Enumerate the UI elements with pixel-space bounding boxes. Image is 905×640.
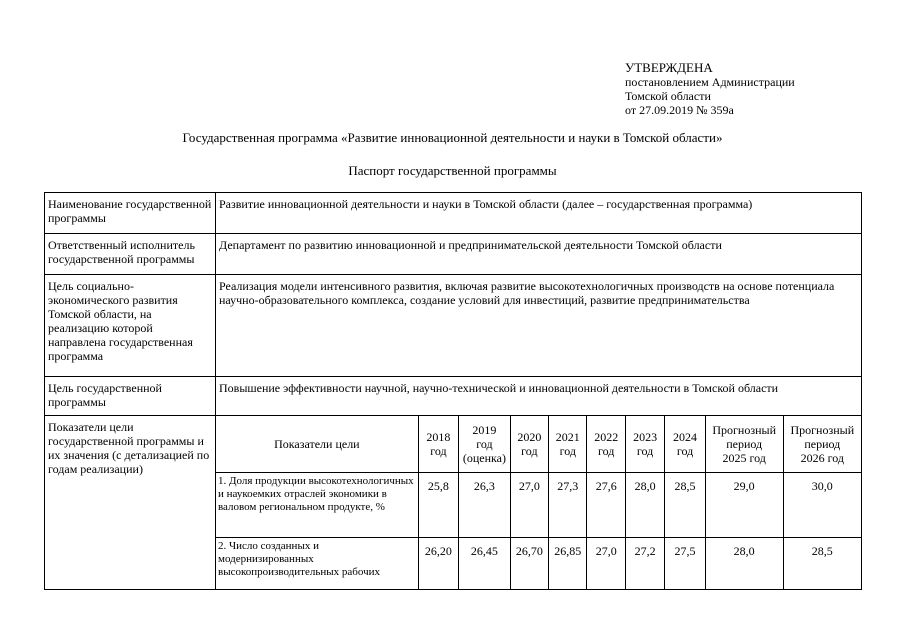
year-top: 2020 [517, 430, 542, 444]
approval-line-3: от 27.09.2019 № 359а [625, 103, 734, 117]
year-middle: период [804, 437, 841, 451]
passport-title: Паспорт государственной программы [348, 163, 557, 178]
indicator-value: 26,70 [510, 537, 548, 589]
year-header [783, 416, 861, 472]
indicator-value: 26,85 [549, 537, 587, 589]
indicators-table [216, 416, 861, 589]
year-top: 2022 [594, 430, 619, 444]
executor-value: Департамент по развитию инновационной и предпринимательской деятельности Томской области [216, 234, 862, 275]
socio-goal-value: Реализация модели интенсивного развития, включая развитие высокотехнологичных производств на основе потенциала научно-образовательного комплекса, создание условий для инвестиций, развитие предпринимательства [216, 275, 862, 377]
indicators-label: Показатели цели государственной программы и их значения (с детализацией по годам реализации) [45, 416, 216, 590]
indicator-value: 26,20 [418, 537, 458, 589]
year-top: 2019 [472, 423, 497, 437]
year-top: 2024 [673, 430, 698, 444]
program-goal-value: Повышение эффективности научной, научно-технической и инновационной деятельности в Томской области [216, 377, 862, 416]
year-header [459, 416, 511, 472]
year-header [549, 416, 587, 472]
year-header [625, 416, 664, 472]
indicator-value: 27,0 [510, 472, 548, 537]
year-header [665, 416, 705, 472]
year-header [587, 416, 625, 472]
indicator-value: 27,0 [587, 537, 625, 589]
indicators-cell [216, 416, 862, 590]
indicator-name: 1. Доля продукции высокотехнологичных и наукоемких отраслей экономики в валовом региональном продукте, % [216, 472, 418, 537]
year-bottom: год [636, 444, 654, 458]
indicator-value: 26,3 [459, 472, 511, 537]
year-bottom: 2025 год [722, 451, 766, 465]
indicator-value: 26,45 [459, 537, 511, 589]
socio-goal-label: Цель социально-экономического развития Томской области, на реализацию которой направлена государственная программа [45, 275, 216, 377]
program-goal-label: Цель государственной программы [45, 377, 216, 416]
indicator-value: 27,3 [549, 472, 587, 537]
indicators-header-name: Показатели цели [216, 416, 418, 472]
year-top: 2021 [555, 430, 580, 444]
year-bottom: год [597, 444, 615, 458]
approval-heading: УТВЕРЖДЕНА [625, 60, 713, 75]
year-middle: период [726, 437, 763, 451]
year-header [705, 416, 783, 472]
indicator-value: 25,8 [418, 472, 458, 537]
indicator-value: 28,5 [783, 537, 861, 589]
executor-label: Ответственный исполнитель государственной программы [45, 234, 216, 275]
program-title: Государственная программа «Развитие инновационной деятельности и науки в Томской области» [182, 130, 723, 145]
year-top: 2023 [633, 430, 658, 444]
year-header [418, 416, 458, 472]
indicator-value: 27,6 [587, 472, 625, 537]
year-top: 2018 [426, 430, 451, 444]
year-bottom: год [521, 444, 538, 458]
indicator-value: 28,0 [625, 472, 664, 537]
year-top: Прогнозный [790, 423, 855, 437]
year-top: Прогнозный [712, 423, 776, 437]
year-bottom: год [676, 444, 694, 458]
program-name-label: Наименование государственной программы [45, 193, 216, 234]
row-program-goal [45, 377, 862, 416]
approval-line-2: Томской области [625, 89, 711, 103]
indicator-value: 27,2 [625, 537, 664, 589]
passport-table [44, 192, 862, 590]
indicators-header-row [216, 416, 861, 472]
row-indicators [45, 416, 862, 590]
year-middle: год [476, 437, 493, 451]
indicator-value: 29,0 [705, 472, 783, 537]
indicator-row [216, 537, 861, 589]
indicator-value: 28,5 [665, 472, 705, 537]
indicator-value: 27,5 [665, 537, 705, 589]
indicator-value: 30,0 [783, 472, 861, 537]
approval-stamp [625, 61, 795, 117]
indicator-name: 2. Число созданных и модернизированных высокопроизводительных рабочих [216, 537, 418, 589]
indicator-value: 28,0 [705, 537, 783, 589]
row-socio-goal [45, 275, 862, 377]
year-bottom: год [430, 444, 447, 458]
year-bottom: (оценка) [462, 451, 506, 465]
row-program-name [45, 193, 862, 234]
year-bottom: год [559, 444, 576, 458]
year-bottom: 2026 год [800, 451, 844, 465]
approval-line-1: постановлением Администрации [625, 75, 795, 89]
program-name-value: Развитие инновационной деятельности и науки в Томской области (далее – государственная программа) [216, 193, 862, 234]
row-executor [45, 234, 862, 275]
indicator-row [216, 472, 861, 537]
year-header [510, 416, 548, 472]
